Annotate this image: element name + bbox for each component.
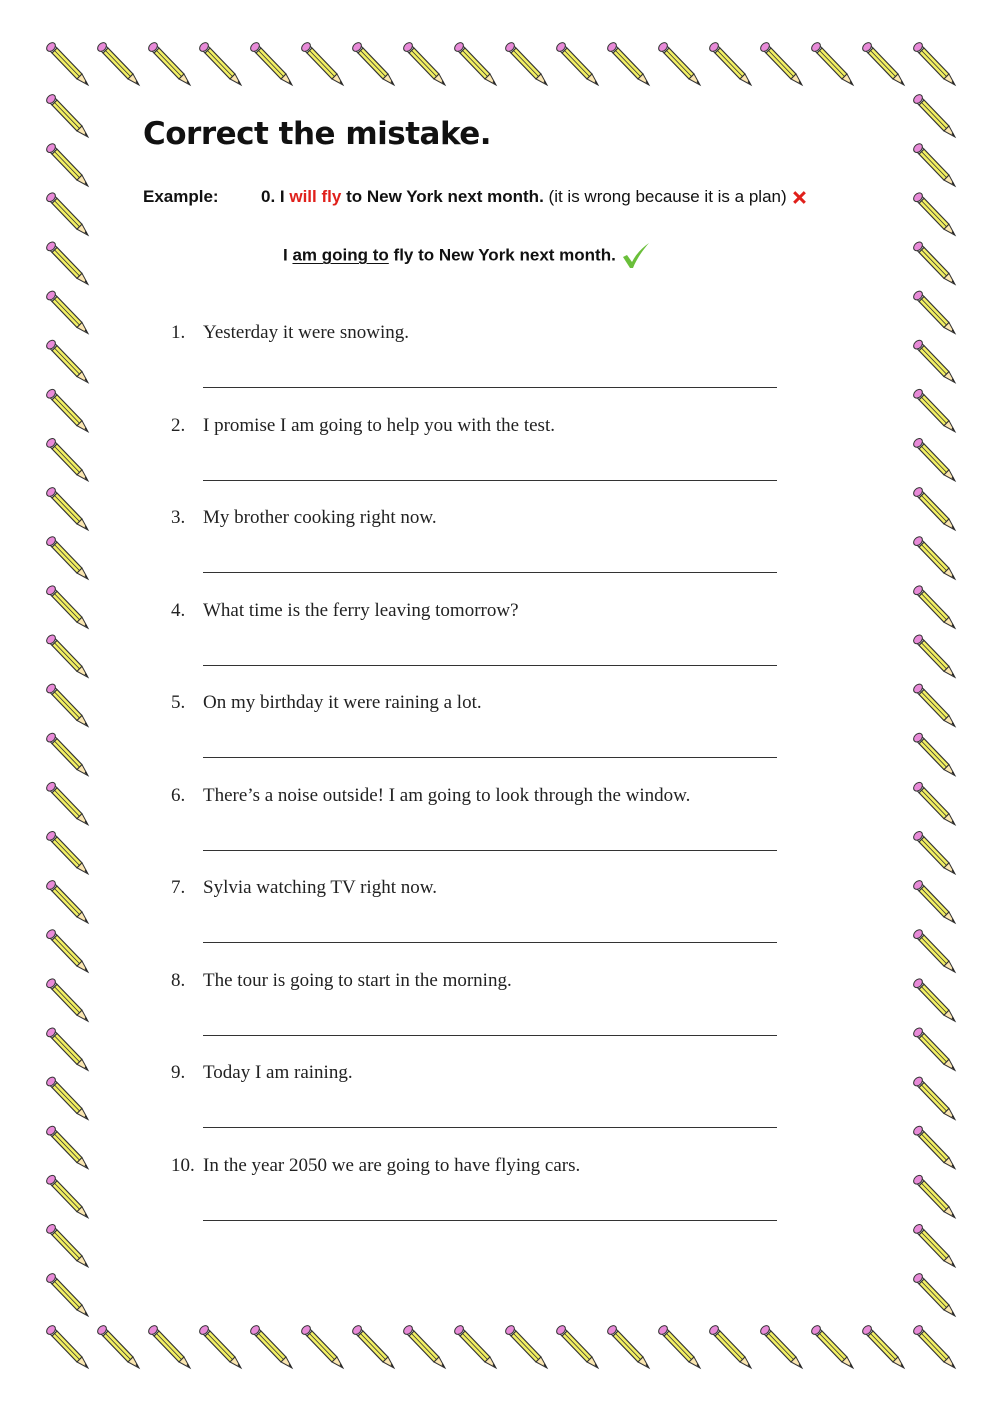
pencil-icon <box>912 1223 955 1267</box>
pencil-icon <box>912 1075 955 1119</box>
question-number: 4. <box>171 599 186 621</box>
pencil-icon <box>912 437 955 481</box>
question-text: My brother cooking right now. <box>203 507 437 528</box>
pencil-icon <box>45 1223 88 1267</box>
pencil-icon <box>504 41 547 85</box>
pencil-icon <box>708 1324 751 1368</box>
pencil-icon <box>45 682 88 726</box>
pencil-icon <box>45 240 88 284</box>
pencil-icon <box>45 584 88 628</box>
answer-line[interactable] <box>203 1035 777 1036</box>
pencil-icon <box>912 1272 955 1316</box>
pencil-icon <box>45 437 88 481</box>
answer-line[interactable] <box>203 757 777 758</box>
pencil-icon <box>45 535 88 579</box>
pencil-icon <box>657 41 700 85</box>
pencil-icon <box>45 830 88 874</box>
pencil-icon <box>198 1324 241 1368</box>
example-label: Example: <box>143 187 219 206</box>
answer-line[interactable] <box>203 480 777 481</box>
question-text: There’s a noise outside! I am going to look through the window. <box>203 784 691 806</box>
pencil-icon <box>300 41 343 85</box>
pencil-icon <box>912 339 955 383</box>
pencil-icon <box>912 388 955 432</box>
question-number: 7. <box>171 877 186 898</box>
pencil-icon <box>45 1272 88 1316</box>
example-wrong-sentence <box>261 187 808 207</box>
pencil-icon <box>402 1324 445 1368</box>
question-number: 9. <box>171 1062 186 1083</box>
question-text: On my birthday it were raining a lot. <box>203 692 482 713</box>
question-text: Yesterday it were snowing. <box>203 322 409 343</box>
question-text: Sylvia watching TV right now. <box>203 877 437 898</box>
question-number: 5. <box>171 692 186 713</box>
question-number: 1. <box>171 322 186 343</box>
pencil-icon <box>45 486 88 530</box>
pencil-icon <box>351 1324 394 1368</box>
question-item <box>171 692 482 714</box>
question-item <box>171 322 409 344</box>
pencil-icon <box>912 142 955 186</box>
pencil-icon <box>912 879 955 923</box>
example-wrong-prefix: 0. I <box>261 187 285 206</box>
question-item <box>171 970 512 992</box>
pencil-icon <box>45 879 88 923</box>
pencil-icon <box>45 633 88 677</box>
pencil-icon <box>45 928 88 972</box>
pencil-icon <box>912 41 955 85</box>
pencil-icon <box>45 1026 88 1070</box>
pencil-icon <box>912 289 955 333</box>
pencil-icon <box>45 388 88 432</box>
pencil-icon <box>45 1324 88 1368</box>
pencil-icon <box>300 1324 343 1368</box>
example-correct-sentence <box>283 242 651 270</box>
pencil-icon <box>810 41 853 85</box>
answer-line[interactable] <box>203 850 777 851</box>
question-text: The tour is going to start in the morning. <box>203 969 512 991</box>
answer-line[interactable] <box>203 1127 777 1128</box>
pencil-icon <box>606 1324 649 1368</box>
answer-line[interactable] <box>203 942 777 943</box>
pencil-icon <box>45 781 88 825</box>
question-item <box>171 877 437 899</box>
question-item <box>171 785 690 807</box>
pencil-icon <box>45 1075 88 1119</box>
pencil-icon <box>249 1324 292 1368</box>
example-correct-prefix: I <box>283 245 288 265</box>
pencil-icon <box>912 928 955 972</box>
pencil-icon <box>96 41 139 85</box>
pencil-icon <box>912 486 955 530</box>
pencil-icon <box>912 191 955 235</box>
pencil-icon <box>912 1026 955 1070</box>
pencil-icon <box>912 1324 955 1368</box>
pencil-icon <box>45 339 88 383</box>
pencil-icon <box>912 781 955 825</box>
pencil-icon <box>912 1174 955 1218</box>
pencil-icon <box>198 41 241 85</box>
pencil-icon <box>147 1324 190 1368</box>
question-item <box>171 507 437 529</box>
pencil-icon <box>351 41 394 85</box>
question-number: 10. <box>171 1154 195 1176</box>
pencil-icon <box>249 41 292 85</box>
pencil-icon <box>912 633 955 677</box>
check-icon <box>621 242 651 270</box>
question-number: 2. <box>171 414 186 436</box>
pencil-icon <box>912 977 955 1021</box>
answer-line[interactable] <box>203 665 777 666</box>
pencil-icon <box>453 41 496 85</box>
pencil-icon <box>45 191 88 235</box>
pencil-icon <box>555 41 598 85</box>
pencil-icon <box>45 93 88 137</box>
pencil-icon <box>504 1324 547 1368</box>
pencil-icon <box>453 1324 496 1368</box>
question-number: 8. <box>171 969 186 991</box>
pencil-icon <box>402 41 445 85</box>
pencil-icon <box>912 682 955 726</box>
pencil-icon <box>45 289 88 333</box>
answer-line[interactable] <box>203 387 777 388</box>
pencil-icon <box>708 41 751 85</box>
pencil-icon <box>45 1174 88 1218</box>
question-text: Today I am raining. <box>203 1062 353 1083</box>
pencil-icon <box>45 41 88 85</box>
question-number: 3. <box>171 507 186 528</box>
pencil-icon <box>147 41 190 85</box>
answer-line[interactable] <box>203 572 777 573</box>
pencil-icon <box>912 93 955 137</box>
pencil-icon <box>45 1125 88 1169</box>
pencil-icon <box>861 41 904 85</box>
question-text: In the year 2050 we are going to have flying cars. <box>203 1154 581 1176</box>
pencil-icon <box>657 1324 700 1368</box>
question-item <box>171 1155 580 1177</box>
example-wrong-reason: (it is wrong because it is a plan) <box>548 187 787 206</box>
pencil-icon <box>759 41 802 85</box>
pencil-icon <box>96 1324 139 1368</box>
example-correct-rest: fly to New York next month. <box>393 245 616 265</box>
question-item <box>171 1062 353 1084</box>
pencil-icon <box>606 41 649 85</box>
pencil-icon <box>912 1125 955 1169</box>
pencil-icon <box>555 1324 598 1368</box>
pencil-icon <box>45 732 88 776</box>
example-wrong-rest: to New York next month. <box>346 187 544 206</box>
example-correct-underlined: am going to <box>292 245 389 265</box>
pencil-icon <box>45 142 88 186</box>
pencil-icon <box>912 535 955 579</box>
question-text: What time is the ferry leaving tomorrow? <box>203 599 519 621</box>
cross-icon <box>791 189 808 206</box>
question-text: I promise I am going to help you with the test. <box>203 414 555 436</box>
pencil-icon <box>912 830 955 874</box>
example-wrong-highlight: will fly <box>289 187 342 206</box>
pencil-icon <box>912 732 955 776</box>
pencil-icon <box>759 1324 802 1368</box>
question-item <box>171 415 555 437</box>
answer-line[interactable] <box>203 1220 777 1221</box>
pencil-icon <box>810 1324 853 1368</box>
page-title: Correct the mistake. <box>143 116 492 152</box>
question-number: 6. <box>171 784 186 806</box>
pencil-icon <box>861 1324 904 1368</box>
pencil-icon <box>912 584 955 628</box>
pencil-icon <box>912 240 955 284</box>
question-item <box>171 600 519 622</box>
pencil-icon <box>45 977 88 1021</box>
